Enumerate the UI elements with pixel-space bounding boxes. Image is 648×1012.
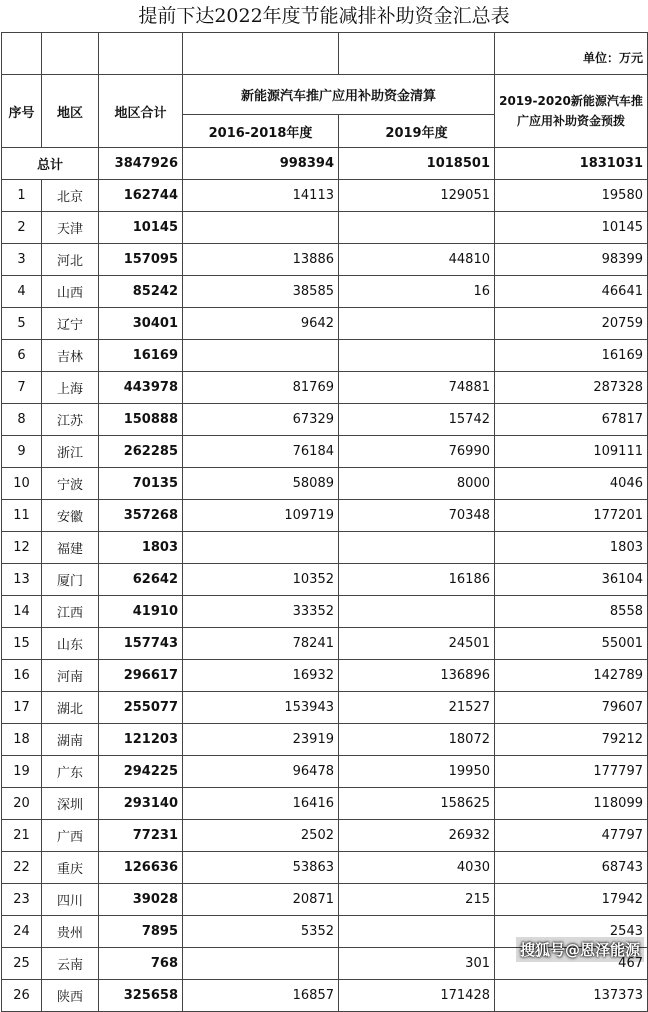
cell-c: 19580 — [495, 180, 648, 212]
table-row — [2, 788, 648, 820]
cell-b — [339, 916, 495, 948]
cell-region: 江苏 — [42, 404, 99, 436]
cell-b: 21527 — [339, 692, 495, 724]
table-row — [2, 820, 648, 852]
cell-total: 293140 — [99, 788, 183, 820]
cell-region: 江西 — [42, 596, 99, 628]
cell-total: 357268 — [99, 500, 183, 532]
cell-total: 255077 — [99, 692, 183, 724]
cell-region: 湖北 — [42, 692, 99, 724]
cell-a: 81769 — [183, 372, 339, 404]
cell-region: 云南 — [42, 948, 99, 980]
table-row — [2, 692, 648, 724]
table-body — [2, 180, 648, 1012]
table-row — [2, 404, 648, 436]
cell-seq: 17 — [2, 692, 42, 724]
cell-c: 2543 — [495, 916, 648, 948]
cell-total: 41910 — [99, 596, 183, 628]
header-2019: 2019年度 — [339, 115, 495, 148]
cell-b: 15742 — [339, 404, 495, 436]
cell-c: 118099 — [495, 788, 648, 820]
cell-b: 74881 — [339, 372, 495, 404]
total-region-total: 3847926 — [99, 148, 183, 180]
cell-total: 77231 — [99, 820, 183, 852]
total-2016-2018: 998394 — [183, 148, 339, 180]
cell-seq: 24 — [2, 916, 42, 948]
cell-c: 47797 — [495, 820, 648, 852]
cell-c: 287328 — [495, 372, 648, 404]
cell-b — [339, 596, 495, 628]
cell-c: 67817 — [495, 404, 648, 436]
total-label: 总计 — [2, 148, 99, 180]
cell-seq: 22 — [2, 852, 42, 884]
cell-c: 8558 — [495, 596, 648, 628]
table-row — [2, 756, 648, 788]
cell-b: 129051 — [339, 180, 495, 212]
cell-b — [339, 212, 495, 244]
cell-seq: 11 — [2, 500, 42, 532]
cell-seq: 26 — [2, 980, 42, 1012]
cell-seq: 4 — [2, 276, 42, 308]
cell-seq: 21 — [2, 820, 42, 852]
cell-b: 16 — [339, 276, 495, 308]
cell-c: 46641 — [495, 276, 648, 308]
cell-b: 24501 — [339, 628, 495, 660]
cell-seq: 2 — [2, 212, 42, 244]
cell-region: 湖南 — [42, 724, 99, 756]
table-row — [2, 308, 648, 340]
table-row — [2, 852, 648, 884]
cell-seq: 8 — [2, 404, 42, 436]
cell-c: 17942 — [495, 884, 648, 916]
cell-b: 18072 — [339, 724, 495, 756]
cell-a — [183, 212, 339, 244]
cell-a — [183, 948, 339, 980]
cell-b: 136896 — [339, 660, 495, 692]
table-row — [2, 436, 648, 468]
table-row — [2, 724, 648, 756]
cell-a: 67329 — [183, 404, 339, 436]
header-2016-2018: 2016-2018年度 — [183, 115, 339, 148]
cell-b: 16186 — [339, 564, 495, 596]
cell-c: 79607 — [495, 692, 648, 724]
cell-a: 23919 — [183, 724, 339, 756]
cell-a: 16932 — [183, 660, 339, 692]
cell-total: 7895 — [99, 916, 183, 948]
cell-seq: 1 — [2, 180, 42, 212]
cell-region: 福建 — [42, 532, 99, 564]
cell-c: 36104 — [495, 564, 648, 596]
cell-region: 浙江 — [42, 436, 99, 468]
cell-b: 8000 — [339, 468, 495, 500]
cell-seq: 12 — [2, 532, 42, 564]
cell-a: 109719 — [183, 500, 339, 532]
cell-region: 安徽 — [42, 500, 99, 532]
page-title: 提前下达2022年度节能减排补助资金汇总表 — [138, 5, 510, 27]
cell-a — [183, 340, 339, 372]
cell-seq: 13 — [2, 564, 42, 596]
table-row — [2, 500, 648, 532]
table-row — [2, 596, 648, 628]
cell-a: 78241 — [183, 628, 339, 660]
total-advance: 1831031 — [495, 148, 648, 180]
table-row — [2, 212, 648, 244]
cell-a: 2502 — [183, 820, 339, 852]
cell-region: 广西 — [42, 820, 99, 852]
cell-a: 5352 — [183, 916, 339, 948]
cell-total: 262285 — [99, 436, 183, 468]
table-row — [2, 660, 648, 692]
cell-seq: 18 — [2, 724, 42, 756]
cell-seq: 23 — [2, 884, 42, 916]
cell-a: 16857 — [183, 980, 339, 1012]
cell-c: 142789 — [495, 660, 648, 692]
cell-b: 19950 — [339, 756, 495, 788]
cell-region: 宁波 — [42, 468, 99, 500]
cell-region: 广东 — [42, 756, 99, 788]
cell-c: 79212 — [495, 724, 648, 756]
cell-total: 39028 — [99, 884, 183, 916]
cell-c: 20759 — [495, 308, 648, 340]
cell-total: 296617 — [99, 660, 183, 692]
cell-c: 467 — [495, 948, 648, 980]
cell-total: 30401 — [99, 308, 183, 340]
cell-c: 55001 — [495, 628, 648, 660]
cell-total: 121203 — [99, 724, 183, 756]
cell-b: 76990 — [339, 436, 495, 468]
cell-total: 768 — [99, 948, 183, 980]
cell-c: 16169 — [495, 340, 648, 372]
cell-total: 10145 — [99, 212, 183, 244]
cell-a — [183, 532, 339, 564]
cell-b — [339, 340, 495, 372]
cell-total: 1803 — [99, 532, 183, 564]
cell-total: 325658 — [99, 980, 183, 1012]
cell-seq: 5 — [2, 308, 42, 340]
header-region: 地区 — [42, 75, 99, 148]
header-region-total: 地区合计 — [99, 75, 183, 148]
cell-seq: 19 — [2, 756, 42, 788]
table-row — [2, 884, 648, 916]
cell-a: 9642 — [183, 308, 339, 340]
total-row — [2, 148, 648, 180]
cell-a: 76184 — [183, 436, 339, 468]
table-row — [2, 468, 648, 500]
cell-region: 山西 — [42, 276, 99, 308]
table-row — [2, 980, 648, 1012]
cell-region: 贵州 — [42, 916, 99, 948]
cell-b: 26932 — [339, 820, 495, 852]
cell-total: 62642 — [99, 564, 183, 596]
cell-c: 98399 — [495, 244, 648, 276]
cell-total: 157095 — [99, 244, 183, 276]
header-advance: 2019-2020新能源汽车推广应用补助资金预拨 — [495, 75, 648, 148]
cell-region: 北京 — [42, 180, 99, 212]
header-seq: 序号 — [2, 75, 42, 148]
cell-c: 68743 — [495, 852, 648, 884]
cell-seq: 16 — [2, 660, 42, 692]
table-row — [2, 564, 648, 596]
cell-total: 443978 — [99, 372, 183, 404]
cell-seq: 15 — [2, 628, 42, 660]
cell-c: 177201 — [495, 500, 648, 532]
unit-row — [2, 33, 648, 75]
cell-b: 44810 — [339, 244, 495, 276]
cell-region: 天津 — [42, 212, 99, 244]
cell-c: 10145 — [495, 212, 648, 244]
cell-a: 10352 — [183, 564, 339, 596]
cell-b: 70348 — [339, 500, 495, 532]
cell-a: 53863 — [183, 852, 339, 884]
cell-region: 河南 — [42, 660, 99, 692]
cell-total: 157743 — [99, 628, 183, 660]
cell-region: 上海 — [42, 372, 99, 404]
cell-b: 171428 — [339, 980, 495, 1012]
cell-seq: 3 — [2, 244, 42, 276]
unit-label: 单位：万元 — [495, 33, 648, 75]
cell-region: 河北 — [42, 244, 99, 276]
cell-seq: 14 — [2, 596, 42, 628]
table-row — [2, 244, 648, 276]
cell-region: 山东 — [42, 628, 99, 660]
cell-a: 33352 — [183, 596, 339, 628]
cell-seq: 7 — [2, 372, 42, 404]
subsidy-table — [1, 32, 648, 1012]
cell-a: 38585 — [183, 276, 339, 308]
cell-b: 4030 — [339, 852, 495, 884]
cell-c: 177797 — [495, 756, 648, 788]
cell-region: 四川 — [42, 884, 99, 916]
header-clearing: 新能源汽车推广应用补助资金清算 — [183, 75, 495, 115]
cell-a: 153943 — [183, 692, 339, 724]
cell-total: 294225 — [99, 756, 183, 788]
watermark: 搜狐号@恩泽能源 — [516, 937, 644, 962]
cell-total: 85242 — [99, 276, 183, 308]
table-row — [2, 180, 648, 212]
cell-seq: 25 — [2, 948, 42, 980]
cell-total: 162744 — [99, 180, 183, 212]
cell-seq: 20 — [2, 788, 42, 820]
table-row — [2, 340, 648, 372]
cell-b — [339, 308, 495, 340]
cell-b: 215 — [339, 884, 495, 916]
cell-seq: 9 — [2, 436, 42, 468]
cell-b: 158625 — [339, 788, 495, 820]
cell-region: 深圳 — [42, 788, 99, 820]
cell-b — [339, 532, 495, 564]
cell-region: 厦门 — [42, 564, 99, 596]
cell-total: 150888 — [99, 404, 183, 436]
cell-c: 109111 — [495, 436, 648, 468]
cell-a: 13886 — [183, 244, 339, 276]
cell-region: 陕西 — [42, 980, 99, 1012]
cell-a: 14113 — [183, 180, 339, 212]
cell-a: 20871 — [183, 884, 339, 916]
cell-seq: 6 — [2, 340, 42, 372]
cell-total: 126636 — [99, 852, 183, 884]
cell-a: 96478 — [183, 756, 339, 788]
cell-a: 58089 — [183, 468, 339, 500]
cell-seq: 10 — [2, 468, 42, 500]
cell-region: 辽宁 — [42, 308, 99, 340]
cell-c: 4046 — [495, 468, 648, 500]
header-row-1 — [2, 75, 648, 115]
table-row — [2, 372, 648, 404]
cell-a: 16416 — [183, 788, 339, 820]
cell-total: 70135 — [99, 468, 183, 500]
table-row — [2, 628, 648, 660]
table-row — [2, 532, 648, 564]
cell-c: 137373 — [495, 980, 648, 1012]
cell-region: 吉林 — [42, 340, 99, 372]
table-row — [2, 276, 648, 308]
total-2019: 1018501 — [339, 148, 495, 180]
cell-total: 16169 — [99, 340, 183, 372]
cell-region: 重庆 — [42, 852, 99, 884]
cell-c: 1803 — [495, 532, 648, 564]
cell-b: 301 — [339, 948, 495, 980]
